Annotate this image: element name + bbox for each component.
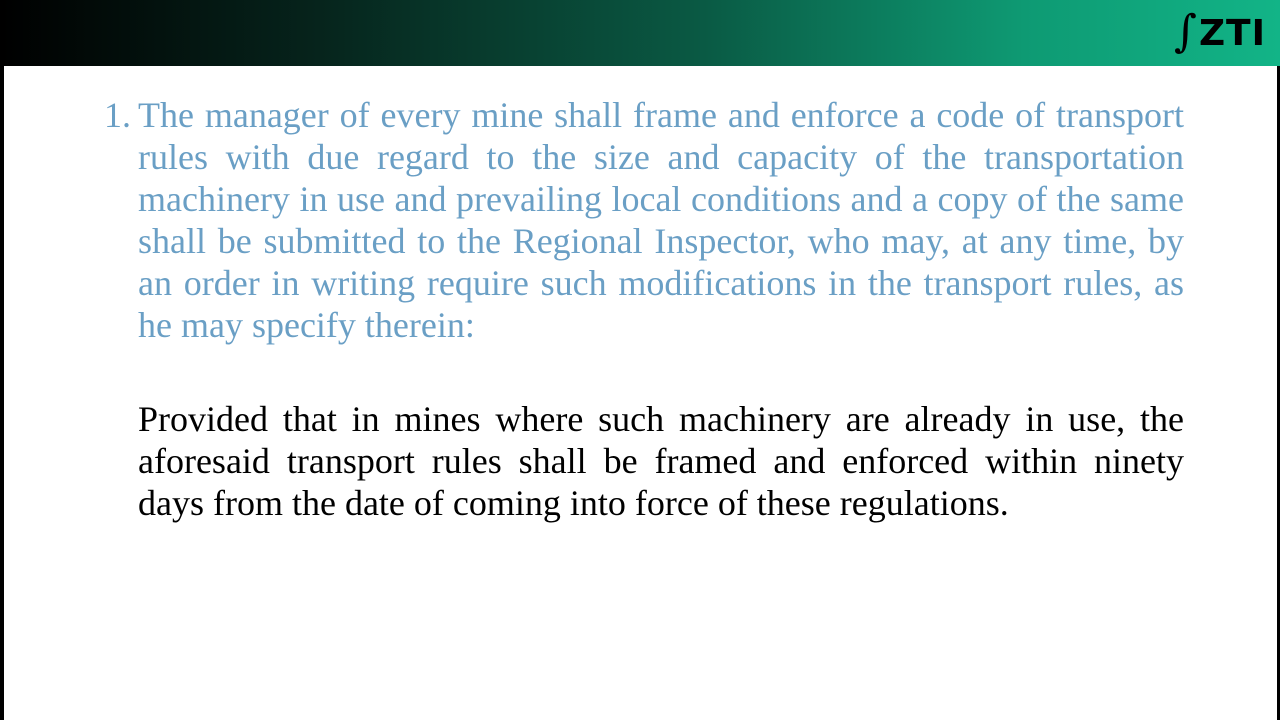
clause-number: 1. <box>104 95 131 135</box>
clause-text: The manager of every mine shall frame and enforce a code of transport rules with due regard to the size and capacity of the transportation machinery in use and prevailing local conditions and a copy of the same shall be submitted to the Regional Inspector, who may, at any time, by an order in writing require such modifications in the transport rules, as he may specify therein: <box>138 95 1184 345</box>
slide-content <box>4 66 1277 720</box>
logo-text: ZTI <box>1198 13 1266 54</box>
proviso-text: Provided that in mines where such machinery are already in use, the aforesaid transport rules shall be framed and enforced within ninety days from the date of coming into force of these regulations. <box>138 399 1184 523</box>
regulation-clause <box>104 94 1184 346</box>
zti-logo <box>1174 6 1266 58</box>
header-bar <box>0 0 1280 66</box>
integral-icon: ∫ <box>1174 6 1197 57</box>
